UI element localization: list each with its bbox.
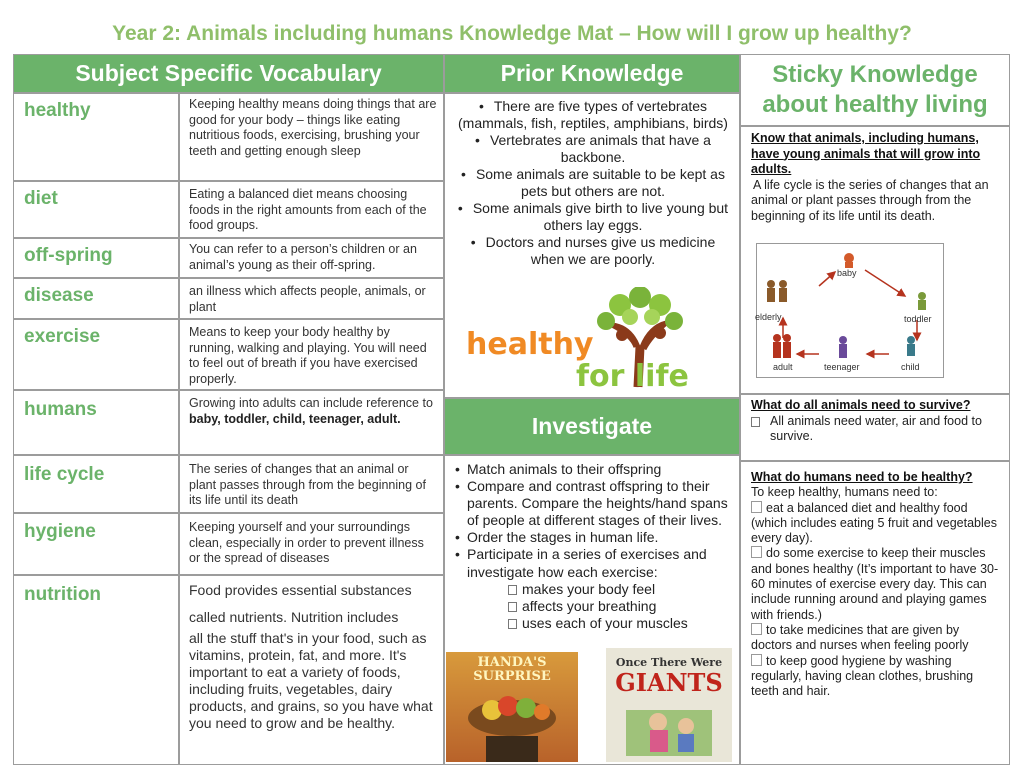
vocab-def-exercise: Means to keep your body healthy by running, walking and playing. You will need to feel out of breath if you have exercised properly. (179, 319, 444, 390)
vocab-def-humans-bold: baby, toddler, child, teenager, adult. (189, 411, 401, 426)
sticky-knowledge-header: Sticky Knowledge about healthy living (740, 54, 1010, 126)
vocab-word-exercise: exercise (13, 319, 179, 390)
label-adult: adult (773, 362, 793, 372)
vocab-word-diet: diet (13, 181, 179, 238)
sticky-heading-1: Know that animals, including humans, have young animals that will grow into adults. (751, 131, 981, 176)
vocab-def-nutrition (179, 575, 444, 765)
checkbox-icon (508, 619, 517, 629)
book-cover-handas-surprise (446, 652, 578, 762)
prior-item: • Some animals give birth to live young but others lay eggs. (455, 200, 731, 234)
sticky-item: to keep good hygiene by washing regularly, having clean clothes, brushing teeth and hair. (751, 653, 974, 699)
life-cycle-diagram (756, 243, 944, 378)
label-child: child (901, 362, 920, 372)
box-icon (751, 501, 762, 513)
investigate-sub-item: affects your breathing (453, 598, 731, 615)
prior-knowledge-header: Prior Knowledge (444, 54, 740, 93)
checkbox-icon (751, 417, 760, 427)
book-title: HANDA'S SURPRISE (473, 655, 551, 684)
sticky-healthy-panel (740, 461, 1010, 765)
vocab-word-nutrition: nutrition (13, 575, 179, 765)
box-icon (751, 546, 762, 558)
nutrition-line-1: Food provides essential substances (189, 582, 412, 598)
checkbox-icon (508, 585, 517, 595)
vocabulary-header: Subject Specific Vocabulary (13, 54, 444, 93)
investigate-item: • Order the stages in human life. (453, 529, 731, 546)
book-title-small: Once There Were (615, 656, 723, 669)
sticky-heading-3: What do humans need to be healthy? (751, 470, 973, 484)
box-icon (751, 654, 762, 666)
vocab-word-disease: disease (13, 278, 179, 319)
investigate-item: • Match animals to their offspring (453, 461, 731, 478)
page-title: Year 2: Animals including humans Knowledge Mat – How will I grow up healthy? (112, 22, 912, 45)
prior-item: • Vertebrates are animals that have a backbone. (455, 132, 731, 166)
vocab-word-hygiene: hygiene (13, 513, 179, 575)
investigate-header: Investigate (444, 398, 740, 455)
box-icon (751, 623, 762, 635)
label-baby: baby (837, 268, 857, 278)
sticky-text-1: A life cycle is the series of changes that an animal or plant passes through from the beginning of its life until its death. (751, 177, 989, 223)
investigate-sub-item: uses each of your muscles (453, 615, 731, 632)
prior-item: • Some animals are suitable to be kept as pets but others are not. (455, 166, 731, 200)
vocab-word-offspring: off-spring (13, 238, 179, 278)
vocab-def-diet: Eating a balanced diet means choosing foods in the right amounts from each of the food groups. (179, 181, 444, 238)
vocab-def-disease: an illness which affects people, animals, or plant (179, 278, 444, 319)
sticky-item: to take medicines that are given by doctors and nurses when feeling poorly (751, 622, 969, 653)
sticky-item: eat a balanced diet and healthy food (which includes eating 5 fruit and vegetables every day). (751, 500, 997, 546)
label-toddler: toddler (904, 314, 932, 324)
sticky-text-2: All animals need water, air and food to survive. (751, 414, 1003, 445)
vocab-word-humans: humans (13, 390, 179, 455)
vocab-word-life-cycle: life cycle (13, 455, 179, 513)
nutrition-line-2: called nutrients. Nutrition includes (189, 609, 399, 625)
vocab-def-healthy: Keeping healthy means doing things that are good for your body – things like eating nutritious foods, exercising, brushing your teeth and getting enough sleep (179, 93, 444, 181)
book-title-big: GIANTS (615, 668, 723, 697)
label-elderly: elderly (755, 312, 782, 322)
vocab-def-humans (179, 390, 444, 455)
sticky-heading-2: What do all animals need to survive? (751, 398, 971, 412)
investigate-item: • Participate in a series of exercises and investigate how each exercise: (453, 546, 731, 580)
vocab-def-offspring: You can refer to a person’s children or an animal’s young as their off-spring. (179, 238, 444, 278)
nutrition-line-3: all the stuff that's in your food, such as vitamins, protein, fat, and more. It's important to eat a variety of foods, including fruits, vegetables, dairy products, and grains, so you have what you need to grow and be healthy. (189, 630, 433, 731)
healthy-for-life-logo (460, 287, 720, 395)
sticky-item: do some exercise to keep their muscles and bones healthy (It’s important to have 30-60 minutes of exercise every day. This can include running around and playing games with friends.) (751, 546, 999, 622)
investigate-sub-item: makes your body feel (453, 581, 731, 598)
book-cover-once-there-were-giants (606, 648, 732, 762)
vocab-def-life-cycle: The series of changes that an animal or plant passes through from the beginning of its life until its death (179, 455, 444, 513)
vocab-def-humans-text: Growing into adults can include reference to (189, 396, 433, 410)
sticky-survive-panel (740, 394, 1010, 461)
prior-item: • There are five types of vertebrates (mammals, fish, reptiles, amphibians, birds) (455, 98, 731, 132)
investigate-item: • Compare and contrast offspring to their parents. Compare the heights/hand spans of people at different stages of their lives. (453, 478, 731, 529)
vocab-word-healthy: healthy (13, 93, 179, 181)
logo-text-for-life: for life (576, 359, 689, 394)
checkbox-icon (508, 602, 517, 612)
prior-item: • Doctors and nurses give us medicine when we are poorly. (455, 234, 731, 268)
label-teenager: teenager (824, 362, 860, 372)
logo-text-healthy: healthy (466, 327, 594, 362)
sticky-intro-3: To keep healthy, humans need to: (751, 485, 938, 500)
vocab-def-hygiene: Keeping yourself and your surroundings clean, especially in order to prevent illness or the spread of diseases (179, 513, 444, 575)
